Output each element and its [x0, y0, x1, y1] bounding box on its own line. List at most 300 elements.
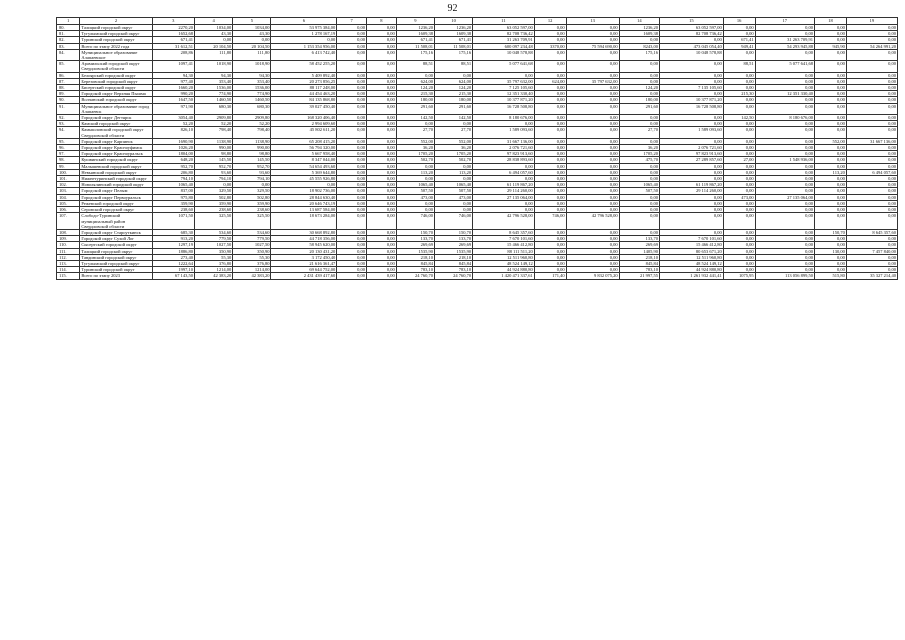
value-cell: 0,00: [367, 213, 397, 230]
value-cell: 145,50: [195, 157, 233, 163]
row-index-cell: 82.: [57, 37, 80, 43]
value-cell: 0,00: [619, 207, 659, 213]
value-cell: 0,00: [815, 72, 847, 78]
value-cell: 0,00: [846, 31, 897, 37]
value-cell: 27 135 064,00: [755, 194, 814, 200]
value-cell: 0,00: [337, 188, 367, 194]
value-cell: 0,00: [755, 254, 814, 260]
municipality-name-cell: Бисертский городской округ: [80, 85, 152, 91]
value-cell: 0,00: [434, 200, 472, 206]
value-cell: 475,70: [619, 157, 659, 163]
value-cell: 0,00: [566, 103, 619, 114]
value-cell: 837,00: [152, 188, 194, 194]
value-cell: 0,00: [846, 176, 897, 182]
value-cell: 0,00: [534, 207, 566, 213]
value-cell: 0,00: [723, 254, 755, 260]
value-cell: 1065,40: [619, 182, 659, 188]
value-cell: 2909,80: [195, 115, 233, 121]
value-cell: 0,00: [534, 254, 566, 260]
value-cell: 473,00: [723, 194, 755, 200]
column-number-cell: 12: [534, 18, 566, 25]
value-cell: 0,00: [534, 176, 566, 182]
value-cell: 0,00: [846, 213, 897, 230]
value-cell: 1297,19: [152, 242, 194, 248]
value-cell: 0,00: [723, 200, 755, 206]
value-cell: 0,00: [723, 248, 755, 254]
value-cell: 35 797 632,00: [566, 78, 619, 84]
value-cell: 21 997,55: [619, 273, 659, 279]
value-cell: 94,30: [233, 72, 271, 78]
value-cell: 36,20: [396, 145, 434, 151]
value-cell: 0,00: [846, 163, 897, 169]
municipality-name-cell: Туринский городской округ: [80, 37, 152, 43]
value-cell: 1535,90: [434, 248, 472, 254]
value-cell: 0,00: [534, 260, 566, 266]
value-cell: 39 027 450,40: [271, 103, 337, 114]
value-cell: 273,40: [152, 254, 194, 260]
municipality-name-cell: Всего по этапу 2022 года: [80, 43, 152, 49]
value-cell: 507,50: [434, 188, 472, 194]
value-cell: 990,20: [152, 91, 194, 97]
value-cell: 0,00: [619, 91, 659, 97]
value-cell: 0,00: [534, 31, 566, 37]
municipality-name-cell: Малышевский городской округ: [80, 163, 152, 169]
value-cell: 1405,90: [619, 248, 659, 254]
value-cell: 502,70: [434, 157, 472, 163]
value-cell: 67 143,50: [152, 273, 194, 279]
value-cell: 0,00: [367, 127, 397, 138]
value-cell: 0,00: [723, 169, 755, 175]
value-cell: 8 645 357,60: [473, 229, 535, 235]
value-cell: 52,20: [195, 121, 233, 127]
value-cell: 359,90: [195, 200, 233, 206]
table-row: [57, 103, 898, 114]
column-number-cell: 4: [195, 18, 233, 25]
value-cell: 0,00: [846, 37, 897, 43]
value-cell: 8 180 676,00: [755, 115, 814, 121]
value-cell: 1027,50: [233, 242, 271, 248]
value-cell: 0,00: [566, 91, 619, 97]
value-cell: 208,86: [152, 49, 194, 60]
value-cell: 0,00: [846, 207, 897, 213]
value-cell: 97 823 913,60: [660, 151, 724, 157]
value-cell: 44 924 880,80: [660, 267, 724, 273]
value-cell: 0,00: [815, 31, 847, 37]
value-cell: 0,00: [367, 242, 397, 248]
value-cell: 0,00: [846, 194, 897, 200]
value-cell: 0,00: [723, 242, 755, 248]
value-cell: 31 667 136,00: [846, 138, 897, 144]
value-cell: 0,00: [396, 176, 434, 182]
value-cell: 329,50: [195, 188, 233, 194]
value-cell: 36,20: [434, 145, 472, 151]
value-cell: 35 797 632,00: [473, 78, 535, 84]
value-cell: 845,84: [396, 260, 434, 266]
value-cell: 98,80: [233, 151, 271, 157]
value-cell: 913,20: [152, 236, 194, 242]
value-cell: 0,00: [337, 213, 367, 230]
value-cell: 0,00: [755, 213, 814, 230]
value-cell: 0,00: [473, 121, 535, 127]
value-cell: 0,00: [396, 72, 434, 78]
value-cell: 845,84: [434, 260, 472, 266]
value-cell: 1 153 354 956,00: [271, 43, 337, 49]
value-cell: 0,00: [619, 163, 659, 169]
value-cell: 0,00: [337, 176, 367, 182]
value-cell: 88 117 248,00: [271, 85, 337, 91]
value-cell: 1214,00: [233, 267, 271, 273]
value-cell: 0,00: [566, 49, 619, 60]
value-cell: 0,00: [337, 25, 367, 31]
value-cell: 648,20: [152, 157, 194, 163]
value-cell: 624,00: [434, 78, 472, 84]
value-cell: 150,70: [434, 229, 472, 235]
value-cell: 42 796 528,00: [566, 213, 619, 230]
value-cell: 0,00: [815, 157, 847, 163]
municipality-name-cell: Городской округ Староуткинск: [80, 229, 152, 235]
value-cell: 111,80: [195, 49, 233, 60]
row-index-cell: 109.: [57, 236, 80, 242]
value-cell: 27,70: [396, 127, 434, 138]
value-cell: 0,00: [755, 145, 814, 151]
value-cell: 0,00: [534, 157, 566, 163]
value-cell: 0,00: [367, 37, 397, 43]
value-cell: 0,00: [815, 121, 847, 127]
value-cell: 0,00: [337, 236, 367, 242]
value-cell: 0,00: [723, 163, 755, 169]
municipality-name-cell: Городской округ Сухой Лог: [80, 236, 152, 242]
value-cell: 61 119 867,20: [660, 182, 724, 188]
row-index-cell: 81.: [57, 31, 80, 37]
value-cell: 0,00: [367, 61, 397, 72]
value-cell: 0,00: [534, 248, 566, 254]
value-cell: 680,30: [233, 103, 271, 114]
value-cell: 798,40: [195, 127, 233, 138]
row-index-cell: 111.: [57, 248, 80, 254]
value-cell: 0,00: [815, 145, 847, 151]
value-cell: 0,00: [337, 229, 367, 235]
value-cell: 82 708 736,42: [473, 31, 535, 37]
value-cell: 0,00: [846, 85, 897, 91]
value-cell: 42 796 528,00: [473, 213, 535, 230]
value-cell: 0,00: [723, 182, 755, 188]
municipality-name-cell: Городской округ Карпинск: [80, 138, 152, 144]
value-cell: 0,00: [619, 138, 659, 144]
value-cell: 175,16: [434, 49, 472, 60]
value-cell: 1034,00: [195, 25, 233, 31]
value-cell: 0,00: [534, 200, 566, 206]
value-cell: 0,00: [566, 31, 619, 37]
value-cell: 0,00: [473, 176, 535, 182]
value-cell: 24 760,70: [434, 273, 472, 279]
value-cell: 779,50: [195, 236, 233, 242]
value-cell: 0,00: [815, 91, 847, 97]
value-cell: 0,00: [337, 78, 367, 84]
value-cell: 0,00: [660, 194, 724, 200]
value-cell: 35 327 214,40: [846, 273, 897, 279]
value-cell: 0,00: [534, 242, 566, 248]
value-cell: 291,60: [619, 103, 659, 114]
value-cell: 515,80: [815, 273, 847, 279]
column-number-cell: 7: [337, 18, 367, 25]
value-cell: 0,00: [846, 182, 897, 188]
value-cell: 1018,90: [195, 61, 233, 72]
value-cell: 0,00: [337, 103, 367, 114]
value-cell: 0,00: [396, 200, 434, 206]
value-cell: 1609,38: [434, 31, 472, 37]
municipality-name-cell: Туринский городской округ: [80, 267, 152, 273]
value-cell: 215,30: [723, 91, 755, 97]
column-number-cell: 10: [434, 18, 472, 25]
value-cell: 0,00: [337, 43, 367, 49]
municipality-name-cell: Городской округ Пелым: [80, 188, 152, 194]
municipality-name-cell: Муниципальное образование Алапаевское: [80, 49, 152, 60]
value-cell: 0,00: [566, 25, 619, 31]
value-cell: 0,00: [723, 49, 755, 60]
value-cell: 94,30: [152, 72, 194, 78]
municipality-name-cell: Березовский городской округ: [80, 78, 152, 84]
value-cell: 3054,40: [152, 115, 194, 121]
value-cell: 952,70: [233, 163, 271, 169]
value-cell: 1 261 932 441,41: [660, 273, 724, 279]
value-cell: 133,70: [396, 236, 434, 242]
value-cell: 0,00: [660, 115, 724, 121]
value-cell: 0,00: [846, 78, 897, 84]
value-cell: 7 670 101,60: [660, 236, 724, 242]
municipality-name-cell: Белоярский городской округ: [80, 72, 152, 78]
value-cell: 0,00: [815, 85, 847, 91]
value-cell: 93,60: [195, 169, 233, 175]
value-cell: 0,00: [534, 145, 566, 151]
value-cell: 0,00: [815, 236, 847, 242]
value-cell: 0,00: [337, 248, 367, 254]
value-cell: 0,00: [723, 78, 755, 84]
value-cell: 10 048 578,88: [473, 49, 535, 60]
value-cell: 0,00: [846, 91, 897, 97]
value-cell: 502,80: [233, 194, 271, 200]
row-index-cell: 96.: [57, 145, 80, 151]
value-cell: 31 263 709,91: [473, 37, 535, 43]
value-cell: 180,00: [434, 97, 472, 103]
value-cell: 0,00: [755, 248, 814, 254]
value-cell: 0,00: [367, 188, 397, 194]
value-cell: 350,90: [195, 248, 233, 254]
value-cell: 6 494 057,60: [473, 169, 535, 175]
value-cell: 0,00: [660, 37, 724, 43]
value-cell: 0,00: [846, 61, 897, 72]
value-cell: 113 056 899,50: [755, 273, 814, 279]
value-cell: 0,00: [367, 43, 397, 49]
value-cell: 0,00: [337, 91, 367, 97]
value-cell: 534,60: [195, 229, 233, 235]
value-cell: 1886,80: [152, 248, 194, 254]
value-cell: 0,00: [534, 267, 566, 273]
value-cell: 142,50: [723, 115, 755, 121]
municipality-name-cell: Тугулымский городской округ: [80, 31, 152, 37]
value-cell: 88,51: [723, 61, 755, 72]
value-cell: 1609,38: [619, 31, 659, 37]
value-cell: 774,90: [233, 91, 271, 97]
value-cell: 794,10: [233, 176, 271, 182]
value-cell: 0,00: [367, 78, 397, 84]
value-cell: 0,00: [566, 260, 619, 266]
value-cell: 0,00: [534, 194, 566, 200]
value-cell: 0,00: [846, 267, 897, 273]
value-cell: 0,00: [755, 242, 814, 248]
value-cell: 31 612,51: [152, 43, 194, 49]
value-cell: 0,00: [337, 194, 367, 200]
value-cell: 1097,41: [152, 61, 194, 72]
value-cell: 27,70: [434, 127, 472, 138]
value-cell: 552,00: [434, 138, 472, 144]
value-cell: 0,00: [195, 37, 233, 43]
column-number-cell: 5: [233, 18, 271, 25]
value-cell: 0,00: [566, 200, 619, 206]
value-cell: 20 104,50: [195, 43, 233, 49]
value-cell: 502,80: [195, 194, 233, 200]
value-cell: 0,00: [566, 207, 619, 213]
value-cell: 63 052 597,00: [473, 25, 535, 31]
value-cell: 2270,20: [152, 25, 194, 31]
municipality-name-cell: Новолялинский городской округ: [80, 182, 152, 188]
value-cell: 1460,50: [195, 97, 233, 103]
value-cell: 2 076 721,60: [473, 145, 535, 151]
value-cell: 0,00: [755, 260, 814, 266]
value-cell: 0,00: [367, 157, 397, 163]
value-cell: 1660,20: [152, 85, 194, 91]
value-cell: 52,20: [233, 121, 271, 127]
value-cell: 0,00: [473, 72, 535, 78]
value-cell: 1652,68: [152, 31, 194, 37]
row-index-cell: 84.: [57, 49, 80, 60]
value-cell: 58 452 255,20: [271, 61, 337, 72]
value-cell: 1 548 936,00: [755, 157, 814, 163]
value-cell: 1 589 093,60: [473, 127, 535, 138]
value-cell: 27 289 857,60: [660, 157, 724, 163]
value-cell: 0,00: [337, 85, 367, 91]
value-cell: 0,00: [337, 207, 367, 213]
value-cell: 1535,90: [396, 248, 434, 254]
value-cell: 798,40: [233, 127, 271, 138]
column-number-cell: 6: [271, 18, 337, 25]
row-index-cell: 103.: [57, 188, 80, 194]
value-cell: 0,00: [367, 176, 397, 182]
value-cell: 54 654 493,60: [271, 163, 337, 169]
municipality-name-cell: Городской округ Дегтярск: [80, 115, 152, 121]
value-cell: 1222,64: [152, 260, 194, 266]
value-cell: 0,00: [723, 85, 755, 91]
value-cell: 0,00: [534, 121, 566, 127]
value-cell: 5 369 644,80: [271, 169, 337, 175]
value-cell: 0,00: [367, 91, 397, 97]
row-index-cell: 104.: [57, 194, 80, 200]
municipality-name-cell: Тавдинский городской округ: [80, 254, 152, 260]
municipality-name-cell: Муниципальное образование город Алапаевск: [80, 103, 152, 114]
value-cell: 0,00: [815, 103, 847, 114]
value-cell: 0,00: [815, 207, 847, 213]
value-cell: 12 351 330,40: [755, 91, 814, 97]
value-cell: 0,00: [271, 37, 337, 43]
value-cell: 0,00: [566, 138, 619, 144]
value-cell: 6 494 057,60: [846, 169, 897, 175]
value-cell: 0,00: [846, 151, 897, 157]
value-cell: 473,00: [396, 194, 434, 200]
value-cell: 376,80: [195, 260, 233, 266]
value-cell: 794,10: [152, 176, 194, 182]
value-cell: 671,41: [152, 37, 194, 43]
value-cell: 0,00: [723, 213, 755, 230]
value-cell: 0,00: [815, 61, 847, 72]
value-cell: 1804,00: [152, 151, 194, 157]
value-cell: 624,00: [534, 78, 566, 84]
value-cell: 0,00: [367, 273, 397, 279]
value-cell: 0,00: [619, 169, 659, 175]
value-cell: 20 646 743,19: [271, 200, 337, 206]
value-cell: 0,00: [367, 145, 397, 151]
value-cell: 0,00: [619, 37, 659, 43]
value-cell: 0,00: [367, 121, 397, 127]
value-cell: 2 994 609,60: [271, 121, 337, 127]
value-cell: 0,00: [534, 49, 566, 60]
value-cell: 0,00: [566, 127, 619, 138]
value-cell: 0,00: [566, 61, 619, 72]
value-cell: 56 794 320,00: [271, 145, 337, 151]
value-cell: 145,50: [233, 157, 271, 163]
value-cell: 0,00: [846, 157, 897, 163]
value-cell: 124,20: [396, 85, 434, 91]
row-index-cell: 86.: [57, 72, 80, 78]
row-index-cell: 112.: [57, 254, 80, 260]
value-cell: 0,00: [566, 85, 619, 91]
value-cell: 98,80: [195, 151, 233, 157]
value-cell: 0,00: [846, 200, 897, 206]
value-cell: 0,00: [434, 121, 472, 127]
value-cell: 0,00: [566, 229, 619, 235]
value-cell: 0,00: [815, 78, 847, 84]
value-cell: 329,50: [233, 188, 271, 194]
value-cell: 552,00: [815, 138, 847, 144]
value-cell: 69 644 752,00: [271, 267, 337, 273]
value-cell: 24 760,70: [396, 273, 434, 279]
value-cell: 0,00: [337, 182, 367, 188]
value-cell: 0,00: [534, 97, 566, 103]
value-cell: 1075,95: [723, 273, 755, 279]
municipality-name-cell: Волчанский городской округ: [80, 97, 152, 103]
value-cell: 0,00: [723, 31, 755, 37]
table-row: [57, 127, 898, 138]
value-cell: 0,00: [815, 115, 847, 121]
value-cell: 0,00: [846, 188, 897, 194]
value-cell: 0,00: [723, 267, 755, 273]
value-cell: 671,41: [723, 37, 755, 43]
municipality-name-cell: Городской округ Красноуфимск: [80, 145, 152, 151]
municipality-name-cell: Слободо-Туринский муниципальный район Свердловской области: [80, 213, 152, 230]
value-cell: 0,00: [534, 91, 566, 97]
municipality-name-cell: Камышловский городской округ Свердловской области: [80, 127, 152, 138]
value-cell: 0,00: [660, 207, 724, 213]
value-cell: 28 844 630,40: [271, 194, 337, 200]
value-cell: 0,00: [660, 72, 724, 78]
value-cell: 0,00: [534, 61, 566, 72]
value-cell: 9 832 075,20: [566, 273, 619, 279]
municipality-name-cell: Невьянский городской округ: [80, 169, 152, 175]
value-cell: 977,40: [152, 78, 194, 84]
row-index-cell: 80.: [57, 25, 80, 31]
value-cell: 794,10: [195, 176, 233, 182]
value-cell: 0,00: [755, 200, 814, 206]
value-cell: 0,00: [619, 115, 659, 121]
value-cell: 7 670 101,60: [473, 236, 535, 242]
